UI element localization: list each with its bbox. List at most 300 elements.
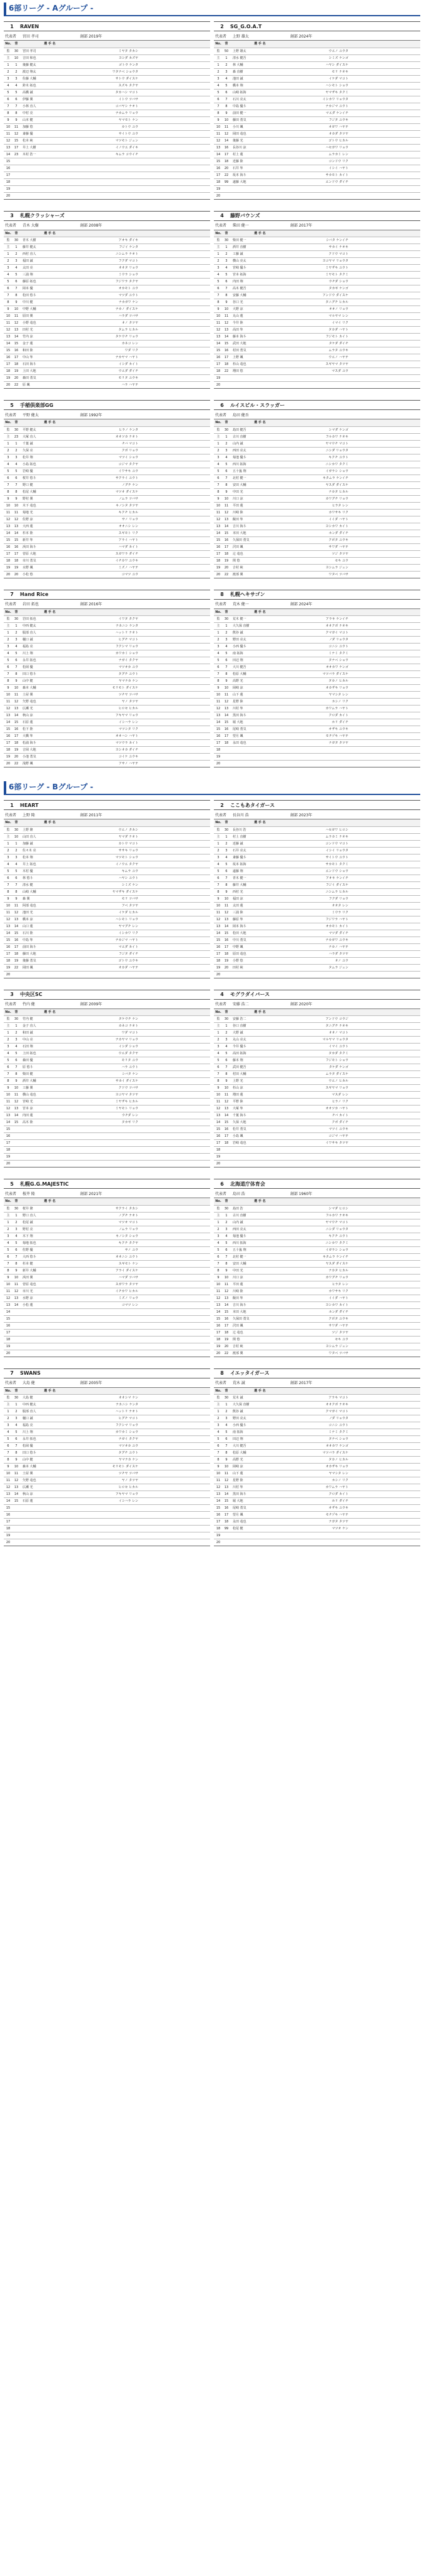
player-name: 西村 直人 bbox=[20, 251, 80, 258]
row-label: 監 bbox=[214, 1395, 223, 1402]
team-number: 3 bbox=[10, 992, 14, 997]
player-kana: アライ ハヤト bbox=[80, 536, 140, 543]
blank-cell bbox=[350, 902, 420, 909]
blank-cell bbox=[140, 185, 210, 192]
roster-row bbox=[4, 1443, 210, 1450]
player-kana bbox=[80, 158, 140, 165]
row-label: 20 bbox=[4, 1539, 13, 1546]
player-kana: マツウラ カイト bbox=[80, 740, 140, 747]
blank-cell bbox=[350, 1205, 420, 1212]
blank-cell bbox=[350, 699, 420, 706]
uniform-number: 12 bbox=[13, 1477, 20, 1484]
row-label: 3 bbox=[4, 1422, 13, 1429]
no-header: No. bbox=[214, 41, 223, 48]
roster-row bbox=[4, 48, 210, 54]
player-kana: モリタ ユウ bbox=[80, 1057, 140, 1064]
player-kana: イガラシ ショウ bbox=[290, 1246, 350, 1253]
blank-cell bbox=[140, 265, 210, 272]
roster-row bbox=[214, 854, 420, 861]
player-name: 西田 亮太 bbox=[230, 1226, 290, 1233]
roster-row bbox=[214, 1281, 420, 1288]
uniform-number bbox=[13, 1336, 20, 1343]
row-label: 監 bbox=[214, 237, 223, 244]
player-kana: フジイ ダイスケ bbox=[290, 881, 350, 888]
player-kana: カワムラ ハヤト bbox=[290, 1484, 350, 1491]
uniform-number: 15 bbox=[13, 1119, 20, 1126]
row-label: 7 bbox=[214, 671, 223, 678]
player-name: 菊池 優斗 bbox=[230, 1233, 290, 1239]
uniform-number: 16 bbox=[223, 1126, 230, 1133]
uniform-number: 1 bbox=[13, 1402, 20, 1409]
row-label: 8 bbox=[214, 488, 223, 495]
row-label: 15 bbox=[4, 158, 13, 165]
uniform-number: 18 bbox=[13, 950, 20, 957]
blank-cell bbox=[140, 1239, 210, 1246]
blank-cell bbox=[140, 48, 210, 54]
player-kana: イチカワ ユウキ bbox=[80, 557, 140, 564]
uniform-number: 9 bbox=[13, 495, 20, 502]
uniform-number: 13 bbox=[13, 1295, 20, 1301]
player-kana: フクダ リョウ bbox=[290, 895, 350, 902]
uniform-number: 16 bbox=[223, 347, 230, 354]
uniform-number: 18 bbox=[223, 950, 230, 957]
row-label: 20 bbox=[214, 382, 223, 389]
roster-row bbox=[214, 1239, 420, 1246]
player-kana: マツオカ ユウ bbox=[80, 664, 140, 671]
roster-row bbox=[214, 185, 420, 192]
blank-cell bbox=[350, 130, 420, 137]
blank-cell bbox=[140, 1402, 210, 1409]
blank-cell bbox=[140, 650, 210, 657]
player-kana: アオキ ダイキ bbox=[80, 237, 140, 244]
player-kana: サカイ ナオキ bbox=[290, 244, 350, 251]
player-name: 中野 大輔 bbox=[20, 306, 80, 313]
player-kana: シマダ ケンゴ bbox=[290, 426, 350, 433]
blank-cell bbox=[140, 1519, 210, 1526]
blank-cell bbox=[350, 354, 420, 361]
roster-row bbox=[214, 833, 420, 840]
uniform-number: 13 bbox=[223, 1295, 230, 1301]
row-label: 13 bbox=[4, 1112, 13, 1119]
blank-cell bbox=[140, 657, 210, 664]
blank-cell bbox=[350, 123, 420, 130]
no-header: No. bbox=[4, 419, 13, 426]
row-label: 5 bbox=[4, 657, 13, 664]
row-label: 2 bbox=[214, 447, 223, 454]
roster-row bbox=[4, 1161, 210, 1167]
blank-cell bbox=[350, 237, 420, 244]
row-label: 19 bbox=[4, 964, 13, 971]
player-kana: フジワラ ハヤト bbox=[290, 916, 350, 923]
uniform-number: 7 bbox=[223, 1253, 230, 1260]
roster-row bbox=[4, 123, 210, 130]
player-name: 内田 蓮 bbox=[20, 1112, 80, 1119]
row-label: 7 bbox=[4, 292, 13, 299]
roster-table bbox=[4, 419, 210, 578]
player-name: 川口 涼 bbox=[230, 495, 290, 502]
blank-cell bbox=[140, 1457, 210, 1464]
roster-row bbox=[4, 440, 210, 447]
roster-row bbox=[214, 916, 420, 923]
roster-row bbox=[214, 1050, 420, 1057]
player-kana: ハラダ タツヤ bbox=[290, 950, 350, 957]
player-name: 本田 大地 bbox=[230, 530, 290, 536]
roster-row bbox=[214, 1274, 420, 1281]
player-name: 野田 亮太 bbox=[230, 637, 290, 644]
player-kana: ハヤシ ユウト bbox=[80, 875, 140, 881]
row-label: 14 bbox=[4, 1308, 13, 1315]
roster-row bbox=[214, 361, 420, 368]
no-header: No. bbox=[214, 230, 223, 237]
player-header: 選 手 名 bbox=[230, 419, 290, 426]
player-kana: タナベ ショウ bbox=[290, 1436, 350, 1443]
kana-header bbox=[80, 1009, 140, 1016]
player-kana: カワグチ リョウ bbox=[290, 495, 350, 502]
player-name: 吉川 海斗 bbox=[230, 1301, 290, 1308]
player-name: 和田 陸 bbox=[20, 347, 80, 354]
uniform-number: 17 bbox=[223, 1133, 230, 1140]
uniform-number: 2 bbox=[223, 251, 230, 258]
row-label: 6 bbox=[4, 1443, 13, 1450]
blank-cell bbox=[350, 285, 420, 292]
blank-cell bbox=[140, 1212, 210, 1219]
roster-row bbox=[4, 1140, 210, 1147]
blank-cell bbox=[350, 671, 420, 678]
team-name: SG_G.O.A.T bbox=[230, 23, 262, 29]
row-label: 監 bbox=[4, 826, 13, 833]
roster-row bbox=[214, 1343, 420, 1350]
blank-cell bbox=[140, 1119, 210, 1126]
player-kana: ホンダ ダイチ bbox=[290, 1308, 350, 1315]
player-name: 川崎 陸 bbox=[230, 509, 290, 516]
roster-row bbox=[4, 678, 210, 685]
blank-cell bbox=[140, 678, 210, 685]
uniform-number: 12 bbox=[13, 1099, 20, 1106]
uniform-number: 20 bbox=[223, 564, 230, 571]
blank-cell bbox=[350, 433, 420, 440]
player-name: 藤原 拓也 bbox=[20, 279, 80, 285]
player-name: 藤井 大輔 bbox=[230, 881, 290, 888]
uniform-number: 23 bbox=[13, 151, 20, 158]
player-name: 今井 陸 bbox=[230, 320, 290, 327]
player-name: 山崎 大輔 bbox=[20, 888, 80, 895]
player-name: 大川 健吾 bbox=[230, 664, 290, 671]
blank-cell bbox=[140, 888, 210, 895]
player-name: 森田 勇気 bbox=[20, 375, 80, 382]
player-name: 鈴木 拓也 bbox=[20, 82, 80, 89]
player-kana: ミヤザキ ユウト bbox=[290, 265, 350, 272]
row-label: 18 bbox=[4, 1147, 13, 1154]
roster-header-row bbox=[214, 41, 420, 48]
blank-cell bbox=[140, 1016, 210, 1023]
row-label: 監 bbox=[214, 1205, 223, 1212]
player-kana: アオキ ケンイチ bbox=[290, 875, 350, 881]
blank-cell bbox=[350, 1267, 420, 1274]
row-label: 監 bbox=[4, 426, 13, 433]
uniform-number: 15 bbox=[223, 719, 230, 726]
player-header: 選 手 名 bbox=[230, 41, 290, 48]
row-label: 11 bbox=[214, 909, 223, 916]
uniform-number: 12 bbox=[13, 320, 20, 327]
blank-header bbox=[350, 1388, 420, 1395]
player-name: 五十嵐 翔 bbox=[230, 1246, 290, 1253]
player-name: 熊谷 誠 bbox=[230, 1409, 290, 1415]
row-label: 3 bbox=[214, 265, 223, 272]
player-kana: コイケ ユウキ bbox=[80, 754, 140, 761]
row-label: 16 bbox=[214, 1133, 223, 1140]
player-name: 浜田 翼 bbox=[20, 1274, 80, 1281]
player-kana: キノシタ タツヤ bbox=[80, 502, 140, 509]
roster-row bbox=[214, 1429, 420, 1436]
uniform-number: 10 bbox=[13, 306, 20, 313]
uniform-number: 2 bbox=[223, 440, 230, 447]
blank-header bbox=[140, 230, 210, 237]
uniform-number: 20 bbox=[223, 964, 230, 971]
row-label: 監 bbox=[4, 1016, 13, 1023]
player-kana bbox=[80, 1161, 140, 1167]
roster-row bbox=[214, 1464, 420, 1470]
blank-cell bbox=[140, 909, 210, 916]
roster-table bbox=[4, 1009, 210, 1168]
blank-cell bbox=[350, 96, 420, 103]
uniform-number: 30 bbox=[223, 1395, 230, 1402]
uniform-number: 14 bbox=[223, 712, 230, 719]
uniform-number: 22 bbox=[13, 964, 20, 971]
player-kana: チバ マコト bbox=[80, 440, 140, 447]
player-name: 浅野 颯 bbox=[20, 761, 80, 767]
team-number: 2 bbox=[220, 802, 224, 808]
roster-row bbox=[214, 1057, 420, 1064]
player-name: 南 拓海 bbox=[230, 1429, 290, 1436]
uniform-number: 10 bbox=[223, 306, 230, 313]
row-label: 18 bbox=[214, 1336, 223, 1343]
player-name: 島田 健吾 bbox=[230, 426, 290, 433]
row-label: 20 bbox=[4, 1350, 13, 1357]
uniform-number: 6 bbox=[13, 1057, 20, 1064]
roster-row bbox=[214, 685, 420, 692]
row-label: 2 bbox=[214, 847, 223, 854]
uniform-number: 8 bbox=[223, 881, 230, 888]
roster-row bbox=[214, 1078, 420, 1085]
blank-cell bbox=[140, 292, 210, 299]
row-label: 18 bbox=[4, 557, 13, 564]
player-header: 選 手 名 bbox=[20, 1009, 80, 1016]
representative-name: 大島 健 bbox=[23, 1381, 35, 1385]
roster-row bbox=[4, 630, 210, 637]
blank-cell bbox=[140, 1470, 210, 1477]
team-number: 2 bbox=[220, 23, 224, 29]
uniform-number: 3 bbox=[223, 1415, 230, 1422]
roster-row bbox=[214, 1233, 420, 1239]
player-kana: ミヤタ タカシ bbox=[80, 48, 140, 54]
roster-table bbox=[214, 419, 420, 578]
player-kana: オオカワ ケンゴ bbox=[290, 1443, 350, 1450]
player-name: 加藤 悠 bbox=[20, 123, 80, 130]
player-kana: ハシモト リョウ bbox=[80, 916, 140, 923]
player-name: 中田 光 bbox=[230, 488, 290, 495]
blank-cell bbox=[140, 1140, 210, 1147]
roster-row bbox=[4, 1064, 210, 1071]
blank-cell bbox=[140, 733, 210, 740]
roster-row bbox=[214, 244, 420, 251]
row-label: 1 bbox=[214, 251, 223, 258]
roster-row bbox=[4, 706, 210, 712]
roster-row bbox=[4, 895, 210, 902]
player-name: 井上 大樹 bbox=[20, 144, 80, 151]
blank-cell bbox=[140, 144, 210, 151]
uniform-number: 1 bbox=[223, 1023, 230, 1030]
player-name: 石川 陸 bbox=[20, 930, 80, 936]
row-label: 8 bbox=[214, 1267, 223, 1274]
uniform-number: 30 bbox=[13, 1016, 20, 1023]
roster-table bbox=[214, 1388, 420, 1547]
player-kana: サイトウ ユウト bbox=[290, 854, 350, 861]
player-kana: ホリ ダイチ bbox=[290, 719, 350, 726]
team-card bbox=[4, 400, 210, 578]
player-name: 清水 健 bbox=[20, 881, 80, 888]
uniform-number: 4 bbox=[13, 265, 20, 272]
roster-row bbox=[214, 1422, 420, 1429]
row-label: 4 bbox=[4, 1239, 13, 1246]
player-name bbox=[20, 1147, 80, 1154]
player-name: 永田 竜也 bbox=[230, 740, 290, 747]
player-name: 山崎 拓海 bbox=[230, 89, 290, 96]
uniform-number: 11 bbox=[223, 902, 230, 909]
blank-cell bbox=[140, 382, 210, 389]
blank-cell bbox=[350, 1023, 420, 1030]
uniform-number: 30 bbox=[13, 616, 20, 623]
roster-row bbox=[4, 971, 210, 978]
roster-row bbox=[4, 251, 210, 258]
uniform-number: 18 bbox=[223, 740, 230, 747]
blank-cell bbox=[140, 361, 210, 368]
row-label: 19 bbox=[214, 964, 223, 971]
blank-cell bbox=[140, 1205, 210, 1212]
row-label: 18 bbox=[4, 747, 13, 754]
player-kana: イシダ ショウ bbox=[80, 1044, 140, 1050]
row-label: 14 bbox=[214, 530, 223, 536]
player-kana bbox=[290, 382, 350, 389]
player-kana bbox=[290, 971, 350, 978]
player-name: 高野 光 bbox=[230, 678, 290, 685]
roster-row bbox=[214, 1450, 420, 1457]
roster-row bbox=[214, 726, 420, 733]
row-label: 15 bbox=[214, 1126, 223, 1133]
player-name: 秋山 涼 bbox=[20, 712, 80, 719]
uniform-number: 11 bbox=[13, 313, 20, 320]
uniform-number: 7 bbox=[223, 96, 230, 103]
uniform-number: 2 bbox=[223, 1219, 230, 1226]
player-kana bbox=[290, 1161, 350, 1167]
player-name: 上野 光 bbox=[230, 1078, 290, 1085]
player-name: 後藤 健太 bbox=[20, 61, 80, 68]
uniform-number: 7 bbox=[223, 1443, 230, 1450]
roster-header-row bbox=[214, 1009, 420, 1016]
player-name bbox=[20, 1154, 80, 1161]
row-label: 13 bbox=[214, 923, 223, 930]
player-name: 村上 蓮 bbox=[230, 151, 290, 158]
player-kana: キタムラ ケンイチ bbox=[290, 1253, 350, 1260]
roster-row bbox=[214, 468, 420, 475]
blank-cell bbox=[350, 368, 420, 375]
row-label: 18 bbox=[4, 178, 13, 185]
roster-row bbox=[4, 530, 210, 536]
uniform-number: 22 bbox=[223, 571, 230, 578]
player-name: 松原 大輔 bbox=[230, 1450, 290, 1457]
row-label: 8 bbox=[4, 110, 13, 116]
uniform-number: 7 bbox=[13, 103, 20, 110]
roster-row bbox=[4, 1133, 210, 1140]
player-name: 原 悠斗 bbox=[20, 1064, 80, 1071]
player-name: 中野 颯 bbox=[230, 943, 290, 950]
player-kana: ミヤモト リョウ bbox=[80, 1106, 140, 1112]
blank-cell bbox=[350, 481, 420, 488]
player-kana: キタムラ ケンイチ bbox=[290, 475, 350, 481]
row-label: 5 bbox=[4, 1057, 13, 1064]
player-name: 中川 健 bbox=[20, 299, 80, 306]
row-label: 3 bbox=[4, 1233, 13, 1239]
player-name: 前田 海斗 bbox=[20, 943, 80, 950]
row-label: 16 bbox=[4, 943, 13, 950]
founded-year: 創部 2016年 bbox=[80, 602, 103, 607]
roster-row bbox=[4, 840, 210, 847]
row-label: 17 bbox=[4, 740, 13, 747]
player-name: 山下 蓮 bbox=[230, 1470, 290, 1477]
uniform-number: 14 bbox=[13, 1491, 20, 1498]
row-label: 11 bbox=[4, 130, 13, 137]
team-info-row bbox=[214, 810, 420, 819]
blank-cell bbox=[140, 630, 210, 637]
blank-cell bbox=[350, 151, 420, 158]
blank-cell bbox=[350, 1239, 420, 1246]
row-label: 1 bbox=[4, 440, 13, 447]
player-kana: ウエノ ユウタ bbox=[290, 48, 350, 54]
player-kana: ヤマウチ マコト bbox=[290, 1219, 350, 1226]
uniform-number: 9 bbox=[13, 1267, 20, 1274]
row-label: 10 bbox=[4, 692, 13, 699]
blank-cell bbox=[140, 616, 210, 623]
player-name: 新井 隼 bbox=[20, 536, 80, 543]
row-label: 14 bbox=[214, 1119, 223, 1126]
blank-cell bbox=[350, 1450, 420, 1457]
player-name: 五十嵐 翔 bbox=[230, 468, 290, 475]
uniform-number: 5 bbox=[223, 650, 230, 657]
player-kana: ハラダ ツバサ bbox=[80, 313, 140, 320]
player-name: 永井 拓也 bbox=[20, 657, 80, 664]
player-name: 飯田 隼 bbox=[230, 516, 290, 523]
player-kana bbox=[80, 1526, 140, 1532]
roster-row bbox=[4, 1322, 210, 1329]
player-name bbox=[20, 1350, 80, 1357]
roster-row bbox=[4, 1422, 210, 1429]
uniform-number bbox=[223, 747, 230, 754]
blank-header bbox=[140, 419, 210, 426]
row-label: 19 bbox=[214, 1343, 223, 1350]
blank-cell bbox=[350, 1274, 420, 1281]
roster-table bbox=[214, 819, 420, 978]
blank-cell bbox=[140, 341, 210, 347]
blank-cell bbox=[350, 299, 420, 306]
roster-row bbox=[214, 1395, 420, 1402]
player-name: 高田 隼 bbox=[230, 327, 290, 334]
roster-row bbox=[214, 637, 420, 644]
blank-cell bbox=[140, 1106, 210, 1112]
blank-cell bbox=[350, 854, 420, 861]
roster-row bbox=[4, 847, 210, 854]
player-kana: ナカニシ ケンタ bbox=[80, 1402, 140, 1409]
uniform-number: 30 bbox=[13, 48, 20, 54]
blank-cell bbox=[350, 1505, 420, 1512]
